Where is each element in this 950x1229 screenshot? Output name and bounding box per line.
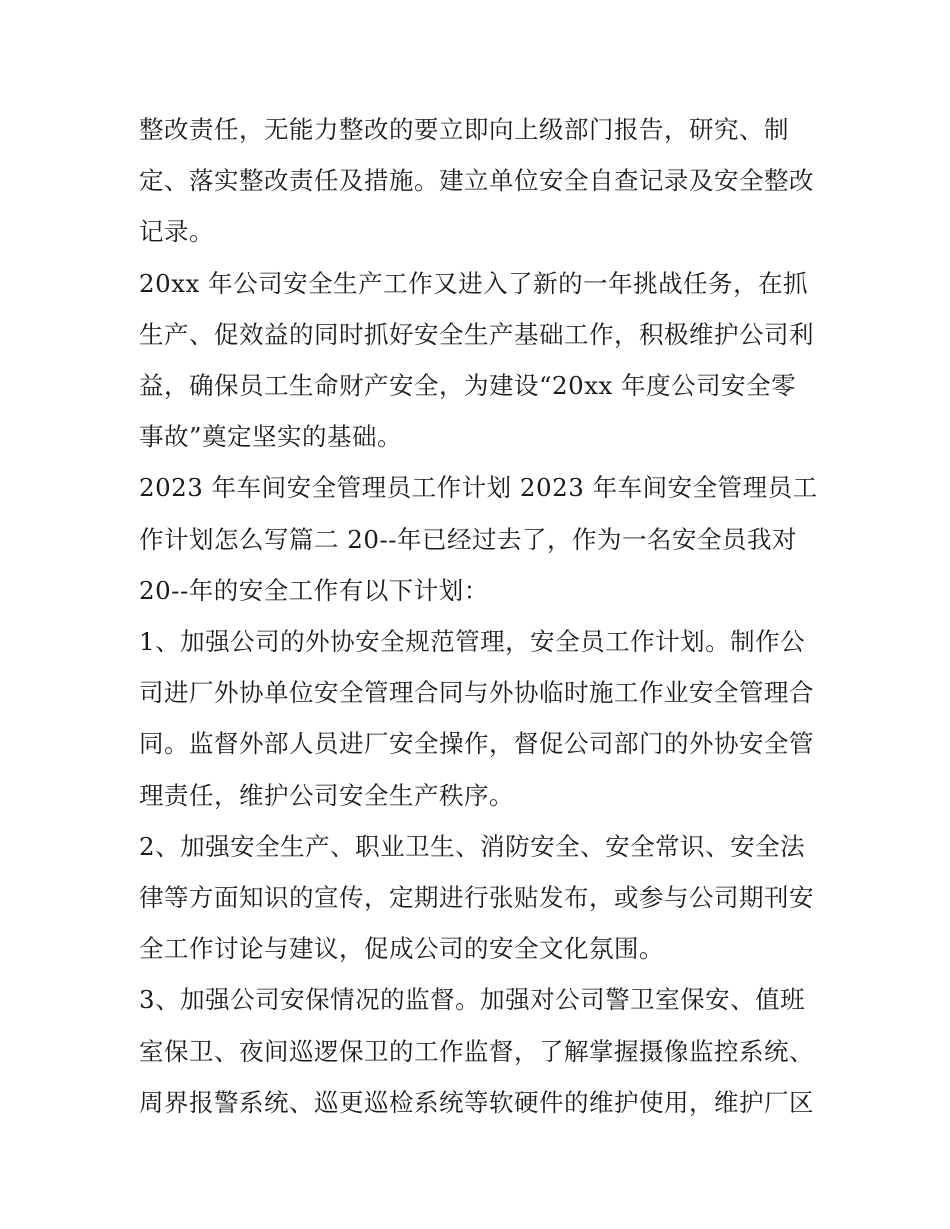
document-body <box>139 104 819 1128</box>
paragraph-plan-title: 2023 年车间安全管理员工作计划 2023 年车间安全管理员工作计划怎么写篇二 20--年已经过去了，作为一名安全员我对 20--年的安全工作有以下计划： <box>139 473 818 605</box>
paragraph-rectification: 整改责任，无能力整改的要立即向上级部门报告，研究、制定、落实整改责任及措施。建立单位安全自查记录及安全整改记录。 <box>139 115 814 247</box>
paragraph-item-3: 3、加强公司安保情况的监督。加强对公司警卫室保安、值班室保卫、夜间巡逻保卫的工作监督，了解掌握摄像监控系统、周界报警系统、巡更巡检系统等软硬件的维护使用，维护厂区 <box>139 985 814 1117</box>
paragraph-item-2: 2、加强安全生产、职业卫生、消防安全、安全常识、安全法律等方面知识的宣传，定期进行张贴发布，或参与公司期刊安全工作讨论与建议，促成公司的安全文化氛围。 <box>139 831 814 964</box>
paragraph-item-1: 1、加强公司的外协安全规范管理，安全员工作计划。制作公司进厂外协单位安全管理合同与外协临时施工作业安全管理合同。监督外部人员进厂安全操作，督促公司部门的外协安全管理责任，维护公司安全生产秩序。 <box>139 627 814 810</box>
paragraph-annual-goal: 20xx 年公司安全生产工作又进入了新的一年挑战任务，在抓生产、促效益的同时抓好安全生产基础工作，积极维护公司利益，确保员工生命财产安全，为建设“20xx 年度公司安全零事故”奠定坚实的基础。 <box>139 268 814 452</box>
